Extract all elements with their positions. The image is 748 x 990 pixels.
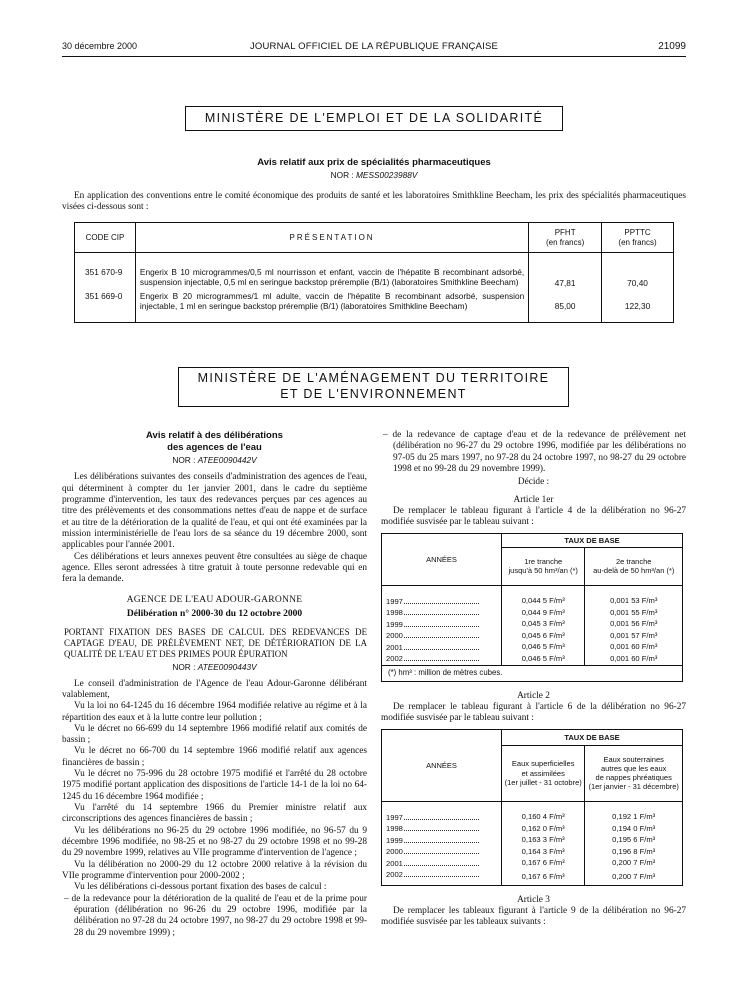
table-row: [382, 607, 683, 619]
tranche-1-line1: 1re tranche: [524, 556, 563, 566]
col-header-presentation: PRÉSENTATION: [135, 223, 528, 253]
cell-year: 1997: [386, 812, 403, 822]
list-item: – de la redevance pour la détérioration de la qualité de l'eau et de la prime pour épuration (délibération no 96-26 du 29 octobre 1996, modifiée par la délibération no 97-28 du 24 octobre 1997, no 98-27 du 29 octobre 1998 et 99-28 du 29 novembre 1999) ;: [64, 893, 367, 938]
cell-year: 2001: [386, 642, 403, 652]
avis-title-eau-line2: des agences de l'eau: [167, 441, 262, 453]
article-2-text: De remplacer le tableau figurant à l'article 6 de la délibération no 96-27 modifiée susvisée par le tableau suivant :: [381, 701, 686, 724]
table-row: [75, 291, 674, 323]
cell-rate-a: 0,045 3 F/m³: [502, 619, 585, 631]
table-row: [75, 253, 674, 291]
right-column: [381, 430, 686, 929]
cell-year: 2002: [386, 654, 403, 664]
cell-ppttc: 70,40: [602, 253, 674, 291]
nor-code: ATEE0090442V: [197, 455, 257, 466]
cell-year: 2001: [386, 858, 403, 868]
cell-year: 1998: [386, 608, 403, 618]
table-row: [382, 835, 683, 847]
deliberation-subject: PORTANT FIXATION DES BASES DE CALCUL DES REDEVANCES DE CAPTAGE D'EAU, DE PRÉLÈVEMENT NET, DE DÉTÉRIORATION DE LA QUALITÉ DE L'EAU ET DES PRIMES POUR ÉPURATION: [64, 626, 367, 659]
tranche-2-line1: 2e tranche: [615, 556, 652, 566]
cell-rate-a: 0,162 0 F/m³: [502, 823, 585, 835]
cell-year: 2000: [386, 631, 403, 641]
cell-pfht: 85,00: [529, 291, 602, 323]
cell-rate-b: 0,195 6 F/m³: [585, 835, 683, 847]
col-header-years: ANNÉES: [382, 533, 502, 585]
cell-year: 1998: [386, 824, 403, 834]
header-rule: [62, 56, 686, 57]
col-header-tranche-1: [502, 547, 585, 585]
paragraph: Vu le décret no 75-996 du 28 octobre 1975 modifié et l'arrêté du 28 octobre 1975 modifié portant application des dispositions de l'article 14-1 de la loi no 64-1245 du 16 décembre 1964 modifiée ;: [62, 769, 367, 802]
cell-rate-b: 0,001 56 F/m³: [585, 619, 683, 631]
pfht-unit: (en francs): [546, 237, 585, 247]
taux-table-article-1: [381, 533, 683, 682]
table-row: [382, 619, 683, 631]
cell-rate-a: 0,164 3 F/m³: [502, 846, 585, 858]
cell-rate-b: 0,001 60 F/m³: [585, 653, 683, 665]
cell-rate-b: 0,200 7 F/m³: [585, 858, 683, 870]
nor-label: NOR :: [330, 170, 354, 180]
nor-code: MESS0023988V: [356, 170, 418, 180]
cell-year: 1999: [386, 835, 403, 845]
avis-title-pharma: Avis relatif aux prix de spécialités pharmaceutiques: [257, 157, 491, 168]
header-date: 30 décembre 2000: [62, 41, 138, 51]
col-header-taux: TAUX DE BASE: [502, 729, 683, 745]
cell-rate-a: 0,163 3 F/m³: [502, 835, 585, 847]
table-row: [382, 596, 683, 608]
journal-title: JOURNAL OFFICIEL DE LA RÉPUBLIQUE FRANÇAISE: [249, 41, 499, 52]
cell-rate-b: 0,001 57 F/m³: [585, 630, 683, 642]
cell-rate-b: 0,192 1 F/m³: [585, 812, 683, 824]
table-footnote: (*) hm³ : million de mètres cubes.: [382, 665, 683, 681]
ministry-box-amenagement: [178, 367, 569, 407]
col-header-tranche-2: [585, 547, 683, 585]
paragraph: Vu l'arrêté du 14 septembre 1966 du Premier ministre relatif aux circonscriptions des agences financières de bassin ;: [62, 803, 367, 825]
nor-code: ATEE0090443V: [197, 662, 257, 673]
header-line: autres que les eaux: [600, 763, 667, 773]
cell-rate-a: 0,167 6 F/m³: [502, 858, 585, 870]
paragraph: Vu les délibérations ci-dessous portant fixation des bases de calcul :: [74, 882, 327, 893]
article-1-title: Article 1er: [513, 494, 554, 505]
table-row: [382, 869, 683, 885]
tranche-2-line2: au-delà de 50 hm³/an (*): [593, 566, 675, 576]
paragraph: Vu le décret no 66-699 du 14 septembre 1966 modifié relatif aux comités de bassin ;: [62, 723, 367, 746]
col-header-pfht: [529, 223, 602, 253]
cell-rate-a: 0,045 6 F/m³: [502, 630, 585, 642]
list-item: – de la redevance de captage d'eau et de la redevance de prélèvement net (délibération no 96-27 du 29 octobre 1996, modifiée par les délibérations no 97-05 du 25 mars 1997, no 97-28 du 24 octobre 1997, no 98-27 du 29 octobre 1998 et no 99-28 du 29 novembre 1999).: [383, 430, 686, 474]
col-header-code: CODE CIP: [75, 223, 136, 253]
cell-code: 351 669-0: [75, 291, 136, 323]
table-row: [382, 630, 683, 642]
paragraph: Vu la délibération no 2000-29 du 12 octobre 2000 relative à la révision du VIIe programme d'intervention pour 2000-2002 ;: [62, 859, 367, 882]
col-header-ppttc: [602, 223, 674, 253]
cell-rate-a: 0,044 5 F/m³: [502, 596, 585, 608]
cell-rate-b: 0,194 0 F/m³: [585, 823, 683, 835]
taux-table-article-2: [381, 729, 683, 886]
cell-year: 2002: [386, 870, 403, 880]
article-2-title: Article 2: [517, 690, 550, 701]
decide-label: Décide :: [517, 477, 550, 488]
header-line: (1er janvier - 31 décembre): [588, 782, 679, 792]
cell-rate-a: 0,046 5 F/m³: [502, 653, 585, 665]
table-row: [382, 812, 683, 824]
header-line: et assimilées: [521, 768, 565, 778]
ministry-title-line1: MINISTÈRE DE L'AMÉNAGEMENT DU TERRITOIRE: [197, 371, 550, 385]
cell-rate-a: 0,044 9 F/m³: [502, 607, 585, 619]
paragraph: Le conseil d'administration de l'Agence de l'eau Adour-Garonne délibérant valablement,: [62, 678, 367, 700]
nor-line-eau: [62, 455, 367, 465]
header-line: (1er juillet - 31 octobre): [504, 777, 582, 787]
cell-code: 351 670-9: [75, 253, 136, 291]
cell-year: 1997: [386, 596, 403, 606]
table-row: [382, 642, 683, 654]
agency-heading: AGENCE DE L'EAU ADOUR-GARONNE: [126, 593, 303, 605]
paragraph: Vu les délibérations no 96-25 du 29 octobre 1996 modifiée, no 96-57 du 9 décembre 1996 modifiée, no 98-25 et no 98-27 du 29 octobre 1998 et no 99-28 du 29 novembre 1999, relatives au VIIe programme d'intervention de l'agence ;: [62, 825, 367, 859]
paragraph: Ces délibérations et leurs annexes peuvent être consultées au siège de chaque agence. Elles seront adressées à titre gratuit à toute personne redevable qui en fera la demande.: [62, 551, 367, 585]
deliberation-title: Délibération n° 2000-30 du 12 octobre 2000: [126, 609, 303, 620]
ppttc-label: PPTTC: [624, 227, 651, 237]
nor-line-deliberation: [62, 662, 367, 672]
cell-rate-b: 0,001 55 F/m³: [585, 607, 683, 619]
header-line: Eaux souterraines: [603, 754, 664, 764]
header-line: de nappes phréatiques: [595, 773, 672, 783]
nor-label: NOR :: [172, 455, 196, 466]
paragraph: Vu le décret no 66-700 du 14 septembre 1966 modifié relatif aux agences financières de bassin ;: [62, 746, 367, 768]
page-number: 21099: [658, 41, 686, 52]
ministry-title: MINISTÈRE DE L'EMPLOI ET DE LA SOLIDARITÉ: [204, 111, 544, 125]
pharma-price-table: [74, 222, 674, 323]
cell-rate-b: 0,200 7 F/m³: [585, 869, 683, 885]
pfht-label: PFHT: [554, 227, 576, 237]
ministry-box-emploi: [185, 106, 563, 131]
avis-title-eau-line1: Avis relatif à des délibérations: [146, 430, 283, 441]
cell-rate-b: 0,001 60 F/m³: [585, 642, 683, 654]
ministry-title-line2: ET DE L'ENVIRONNEMENT: [280, 386, 467, 401]
nor-line-pharma: [62, 170, 686, 180]
cell-pfht: 47,81: [529, 253, 602, 291]
nor-label: NOR :: [172, 662, 196, 673]
article-1-text: De remplacer le tableau figurant à l'article 4 de la délibération no 96-27 modifiée susvisée par le tableau suivant :: [381, 505, 686, 528]
cell-rate-a: 0,167 6 F/m³: [502, 869, 585, 885]
paragraph: Vu la loi no 64-1245 du 16 décembre 1964 modifiée relative au régime et à la répartition des eaux et à la lutte contre leur pollution ;: [62, 701, 367, 723]
cell-rate-a: 0,046 5 F/m³: [502, 642, 585, 654]
intro-paragraph: En application des conventions entre le comité économique des produits de santé et les laboratoires Smithkline Beecham, les prix des spécialités pharmaceutiques visées ci-dessous sont :: [62, 191, 686, 213]
article-3-title: Article 3: [517, 894, 550, 905]
tranche-1-line2: jusqu'à 50 hm³/an (*): [508, 566, 578, 576]
col-header-taux: TAUX DE BASE: [502, 533, 683, 547]
table-row: [382, 858, 683, 870]
article-3-text: De remplacer les tableaux figurant à l'article 9 de la délibération no 96-27 modifiée susvisée par les tableaux suivants :: [381, 905, 686, 928]
cell-rate-a: 0,160 4 F/m³: [502, 812, 585, 824]
left-column: [62, 430, 367, 939]
cell-presentation: Engerix B 10 microgrammes/0,5 ml nourrisson et enfant, vaccin de l'hépatite B recombinant adsorbé, suspension injectable, 0,5 ml en seringue backstop préremplie (B/1) (laboratoires Smithkline Beecham): [135, 253, 528, 291]
cell-rate-b: 0,196 8 F/m³: [585, 846, 683, 858]
table-row: [382, 653, 683, 665]
cell-year: 1999: [386, 619, 403, 629]
col-header-eaux-superficielles: [502, 745, 585, 801]
cell-presentation: Engerix B 20 microgrammes/1 ml adulte, vaccin de l'hépatite B recombinant adsorbé, suspension injectable, 1 ml en seringue backstop préremplie (B/1) (laboratoires Smithkline Beecham): [135, 291, 528, 323]
header-line: Eaux superficielles: [511, 759, 575, 769]
table-row: [382, 823, 683, 835]
cell-ppttc: 122,30: [602, 291, 674, 323]
table-row: [382, 846, 683, 858]
ppttc-unit: (en francs): [618, 237, 657, 247]
paragraph: Les délibérations suivantes des conseils d'administration des agences de l'eau, qui déterminent à compter du 1er janvier 2001, dans le cadre du septième programme d'intervention, les taux des redevances perçues par ces agences au titre des prélèvements et des consommations nettes d'eau de nappe et de surface et au titre de la détérioration de la qualité de l'eau, et qui ont été examinées par la mission interministérielle de l'eau lors de sa séance du 19 décembre 2000, sont applicables pour l'année 2001.: [62, 472, 367, 551]
cell-rate-b: 0,001 53 F/m³: [585, 596, 683, 608]
cell-year: 2000: [386, 847, 403, 857]
col-header-eaux-souterraines: [585, 745, 683, 801]
col-header-years: ANNÉES: [382, 729, 502, 801]
